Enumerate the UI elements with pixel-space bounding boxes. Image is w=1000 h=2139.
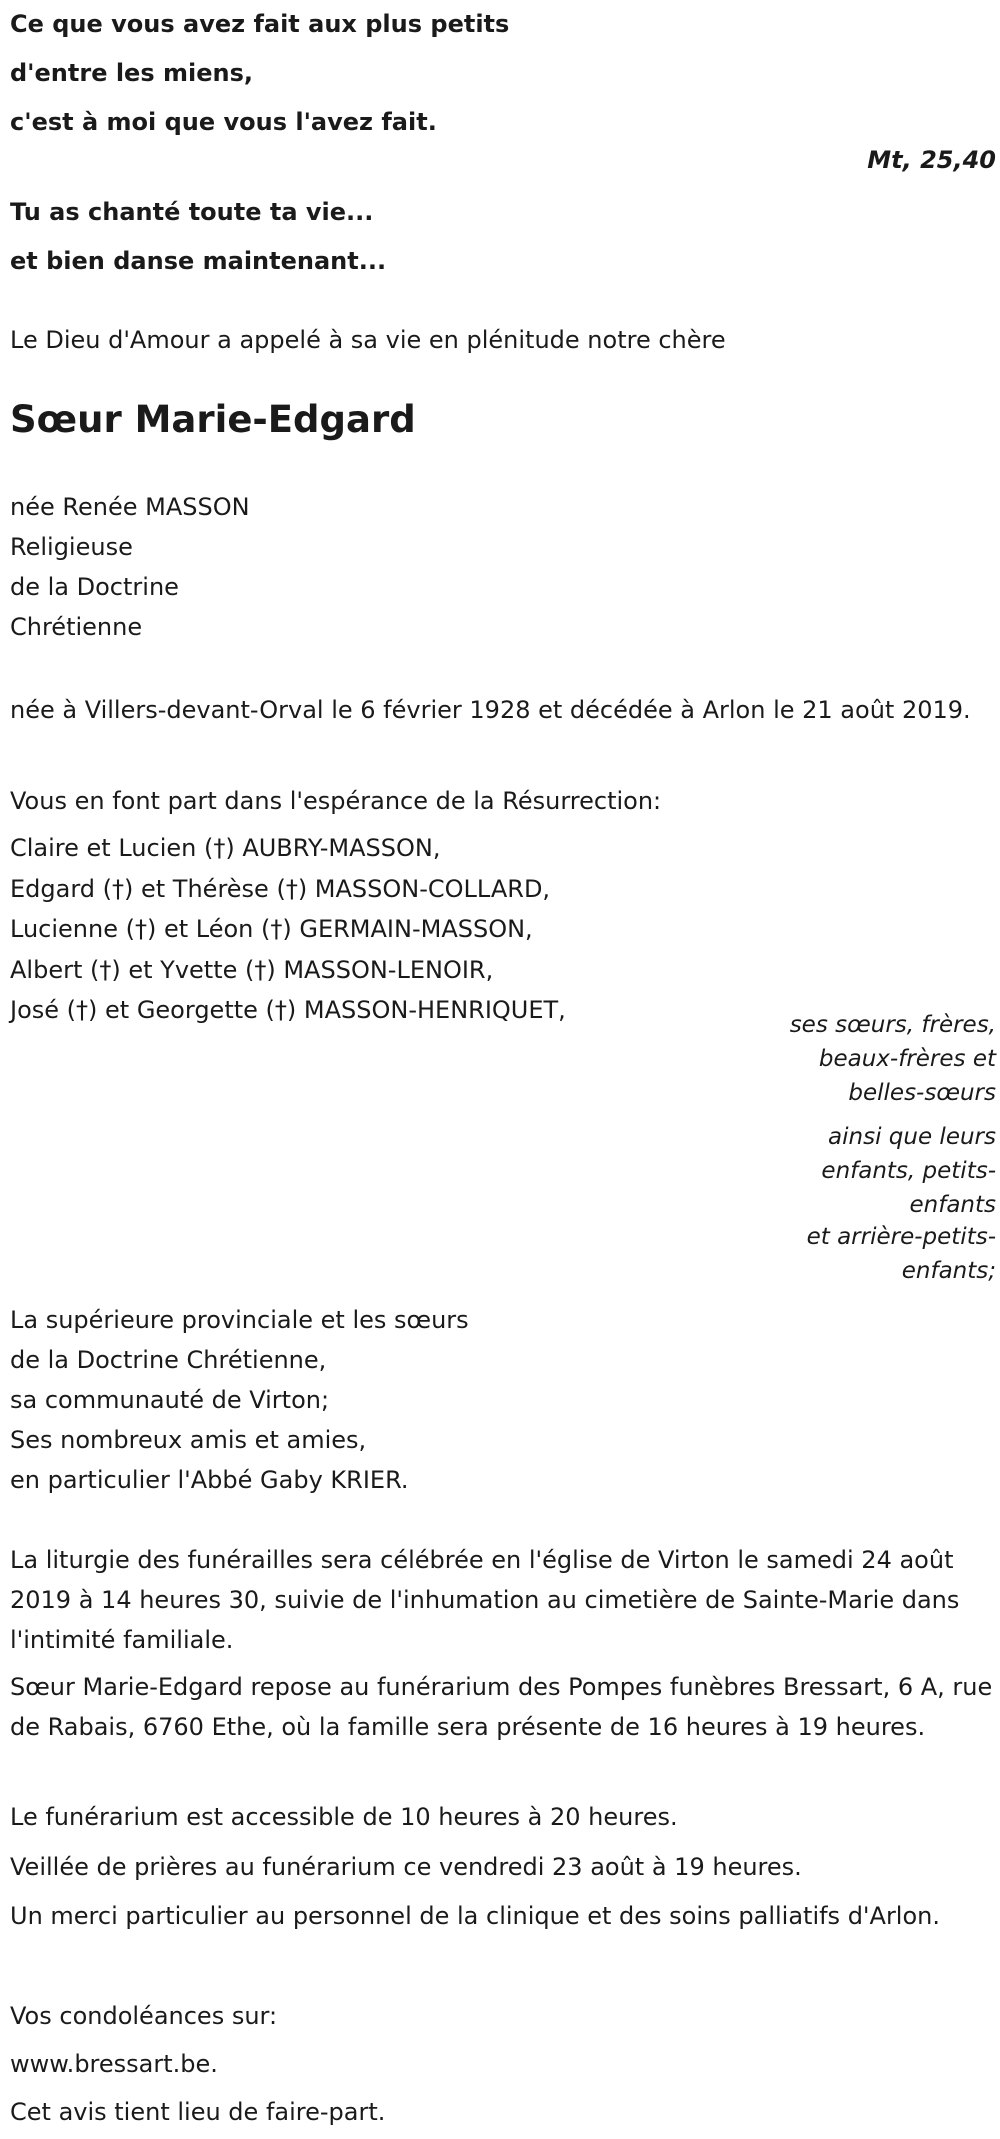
other-mourners <box>10 1300 995 1500</box>
website-link[interactable]: www.bressart.be. <box>10 2050 218 2078</box>
detail-line: Chrétienne <box>10 613 143 641</box>
relation-text: ses sœurs, frères, beaux-frères et belles-sœurs <box>789 1012 996 1106</box>
thanks-paragraph: Un merci particulier au personnel de la clinique et des soins palliatifs d'Arlon. <box>10 1902 940 1930</box>
visiting-hours: Le funérarium est accessible de 10 heures à 20 heures. <box>10 1803 678 1831</box>
family-member: Claire et Lucien (†) AUBRY-MASSON, <box>10 834 441 862</box>
family-list <box>10 828 995 1031</box>
birth-death-dates: née à Villers-devant-Orval le 6 février 1928 et décédée à Arlon le 21 août 2019. <box>10 696 971 724</box>
condolences-label: Vos condoléances sur: <box>10 2002 278 2030</box>
funeral-liturgy-paragraph: La liturgie des funérailles sera célébrée en l'église de Virton le samedi 24 août 2019 à 14 heures 30, suivie de l'inhumation au cimetière de Sainte-Marie dans l'intimité familiale. <box>10 1546 960 1654</box>
deceased-name: Sœur Marie-Edgard <box>10 398 416 441</box>
detail-line: née Renée MASSON <box>10 493 250 521</box>
opening-quote <box>10 0 995 147</box>
relations-grandchildren <box>751 1220 996 1288</box>
detail-line: de la Doctrine <box>10 573 179 601</box>
intro-text: Le Dieu d'Amour a appelé à sa vie en plénitude notre chère <box>10 326 726 354</box>
family-member: Albert (†) et Yvette (†) MASSON-LENOIR, <box>10 955 494 984</box>
bible-reference: Mt, 25,40 <box>867 146 996 174</box>
mourner-line: sa communauté de Virton; <box>10 1386 330 1414</box>
mourner-line: en particulier l'Abbé Gaby KRIER. <box>10 1466 409 1494</box>
funerarium-paragraph: Sœur Marie-Edgard repose au funérarium des Pompes funèbres Bressart, 6 A, rue de Rabais, 6760 Ethe, où la famille sera présente de 16 heures à 19 heures. <box>10 1673 993 1741</box>
family-member: Lucienne (†) et Léon (†) GERMAIN-MASSON, <box>10 915 533 943</box>
mourner-line: La supérieure provinciale et les sœurs <box>10 1306 469 1334</box>
prayer-vigil: Veillée de prières au funérarium ce vendredi 23 août à 19 heures. <box>10 1853 802 1881</box>
mourner-line: Ses nombreux amis et amies, <box>10 1426 367 1454</box>
quote-line: Ce que vous avez fait aux plus petits <box>10 10 510 38</box>
announcement-line: Vous en font part dans l'espérance de la Résurrection: <box>10 787 662 815</box>
quote-line: et bien danse maintenant... <box>10 247 387 275</box>
family-member: José (†) et Georgette (†) MASSON-HENRIQUET, <box>10 996 566 1024</box>
deceased-details <box>10 487 995 647</box>
quote-line: Tu as chanté toute ta vie... <box>10 198 374 226</box>
quote-line: d'entre les miens, <box>10 59 253 87</box>
relation-text: ainsi que leurs enfants, petits-enfants <box>821 1124 996 1218</box>
closing-note: Cet avis tient lieu de faire-part. <box>10 2098 386 2126</box>
detail-line: Religieuse <box>10 533 133 561</box>
relations-children <box>751 1120 996 1222</box>
family-member: Edgard (†) et Thérèse (†) MASSON-COLLARD, <box>10 874 551 903</box>
relation-text: et arrière-petits-enfants; <box>806 1224 996 1284</box>
second-quote <box>10 188 995 286</box>
mourner-line: de la Doctrine Chrétienne, <box>10 1346 327 1374</box>
relations-siblings <box>751 1008 996 1110</box>
quote-line: c'est à moi que vous l'avez fait. <box>10 108 437 136</box>
